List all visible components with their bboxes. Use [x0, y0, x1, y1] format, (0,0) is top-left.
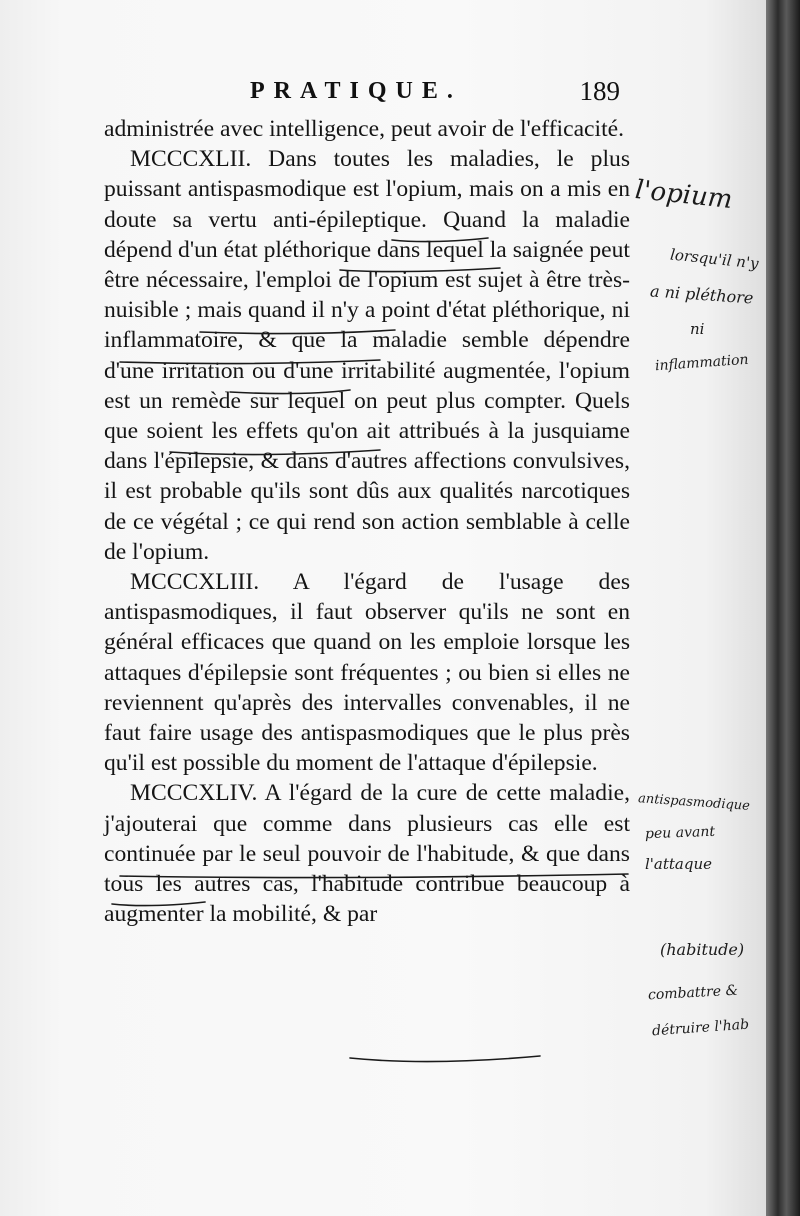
handwritten-margin-notes — [630, 150, 780, 1100]
margin-note: lorsqu'il n'y — [669, 245, 760, 273]
paragraph-mcccxliii: MCCCXLIII. A l'égard de l'usage des antispasmodiques, il faut observer qu'ils ne sont en général efficaces que quand on les emploie lorsque les attaques d'épilepsie sont fréquentes ; ou bien si elles ne reviennent qu'après des intervalles convenables, il ne faut faire usage des antispasmodiques que le plus près qu'il est possible du moment de l'attaque d'épilepsie. — [104, 569, 630, 777]
margin-note: l'attaque — [645, 855, 713, 873]
running-header — [100, 74, 620, 114]
paragraph-continued: administrée avec intelligence, peut avoir de l'efficacité. — [104, 116, 625, 142]
paragraph-mcccxliv: MCCCXLIV. A l'égard de la cure de cette maladie, j'ajouterai que comme dans plusieurs cas elle est continuée par le seul pouvoir de l'habitude, & que dans tous les autres cas, l'habitude contribue beaucoup à augmenter la mobilité, & par — [104, 780, 630, 928]
margin-note: inflammation — [654, 351, 750, 375]
margin-note: combattre & — [647, 982, 739, 1004]
margin-note: a ni pléthore — [649, 281, 754, 308]
page-number: 189 — [579, 76, 620, 106]
margin-note: l'opium — [633, 174, 734, 216]
margin-note: (habitude) — [660, 940, 745, 959]
margin-note: peu avant — [644, 823, 716, 843]
body-text — [104, 114, 630, 929]
margin-note: détruire l'hab — [651, 1016, 750, 1040]
running-title: PRATIQUE. — [250, 78, 462, 104]
margin-note: antispasmodique — [637, 791, 751, 814]
paragraph-mcccxlii: MCCCXLII. Dans toutes les maladies, le plus puissant antispasmodique est l'opium, mais on a mis en doute sa vertu anti-épileptique. Quand la maladie dépend d'un état pléthorique dans lequel la saignée peut être nécessaire, l'emploi de l'opium est sujet à être très-nuisible ; mais quand il n'y a point d'état pléthorique, ni inflammatoire, & que la maladie semble dépendre d'une irritation ou d'une irritabilité augmentée, l'opium est un remède sur lequel on peut plus compter. Quels que soient les effets qu'on ait attribués à la jusquiame dans l'épilepsie, & dans d'autres affections convulsives, il est probable qu'ils sont dûs aux qualités narcotiques de ce végétal ; ce qui rend son action semblable à celle de l'opium. — [104, 146, 630, 565]
margin-note: ni — [690, 320, 705, 338]
